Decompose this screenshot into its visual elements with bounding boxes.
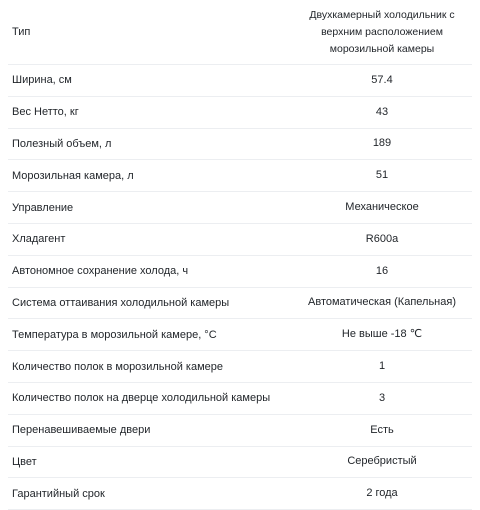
spec-row-freezer-volume: [8, 160, 472, 192]
spec-name: Полезный объем, л: [12, 137, 112, 150]
spec-value: 16: [375, 264, 389, 277]
spec-name: Морозильная камера, л: [12, 169, 134, 182]
spec-value: 57.4: [371, 73, 393, 86]
spec-row-refrigerant: [8, 224, 472, 256]
spec-value: 51: [375, 169, 389, 182]
spec-value: Автоматическая (Капельная): [308, 296, 456, 309]
spec-value: 3: [378, 391, 386, 404]
spec-value: 1: [378, 360, 386, 373]
spec-name: Вес Нетто, кг: [12, 106, 79, 119]
spec-name: Тип: [12, 26, 31, 38]
spec-row-control: [8, 192, 472, 224]
spec-value: Серебристый: [347, 455, 417, 468]
spec-row-width: [8, 65, 472, 97]
spec-value: Двухкамерный холодильник с верхним расположением морозильной камеры: [309, 8, 455, 55]
spec-row-net-weight: [8, 97, 472, 129]
spec-row-freezer-temperature: [8, 319, 472, 351]
spec-name: Ширина, см: [12, 74, 72, 87]
spec-name: Гарантийный срок: [12, 487, 105, 500]
spec-name: Перенавешиваемые двери: [12, 424, 151, 437]
spec-value: 43: [375, 105, 389, 118]
spec-name: Система оттаивания холодильной камеры: [12, 296, 230, 309]
spec-row-door-shelves: [8, 383, 472, 415]
spec-row-reversible-doors: [8, 415, 472, 447]
spec-value: R600a: [365, 232, 399, 245]
spec-row-defrost-system: [8, 288, 472, 320]
spec-value: 189: [372, 137, 392, 150]
spec-value: 2 года: [366, 487, 398, 500]
spec-row-warranty: [8, 478, 472, 510]
spec-row-freezer-shelves: [8, 351, 472, 383]
spec-name: Количество полок в морозильной камере: [12, 360, 223, 373]
spec-name: Температура в морозильной камере, °C: [12, 328, 217, 341]
spec-name: Управление: [12, 201, 74, 214]
spec-value: Есть: [370, 423, 394, 436]
spec-row-useful-volume: [8, 129, 472, 161]
spec-row-type: [8, 0, 472, 65]
spec-name: Автономное сохранение холода, ч: [12, 265, 189, 278]
spec-name: Хладагент: [12, 233, 66, 246]
spec-name: Цвет: [12, 455, 37, 468]
spec-value: Механическое: [345, 201, 419, 214]
spec-row-autonomous-cold: [8, 256, 472, 288]
spec-row-color: [8, 447, 472, 479]
spec-value: Не выше -18 ℃: [341, 328, 423, 341]
spec-name: Количество полок на дверце холодильной камеры: [12, 392, 271, 405]
